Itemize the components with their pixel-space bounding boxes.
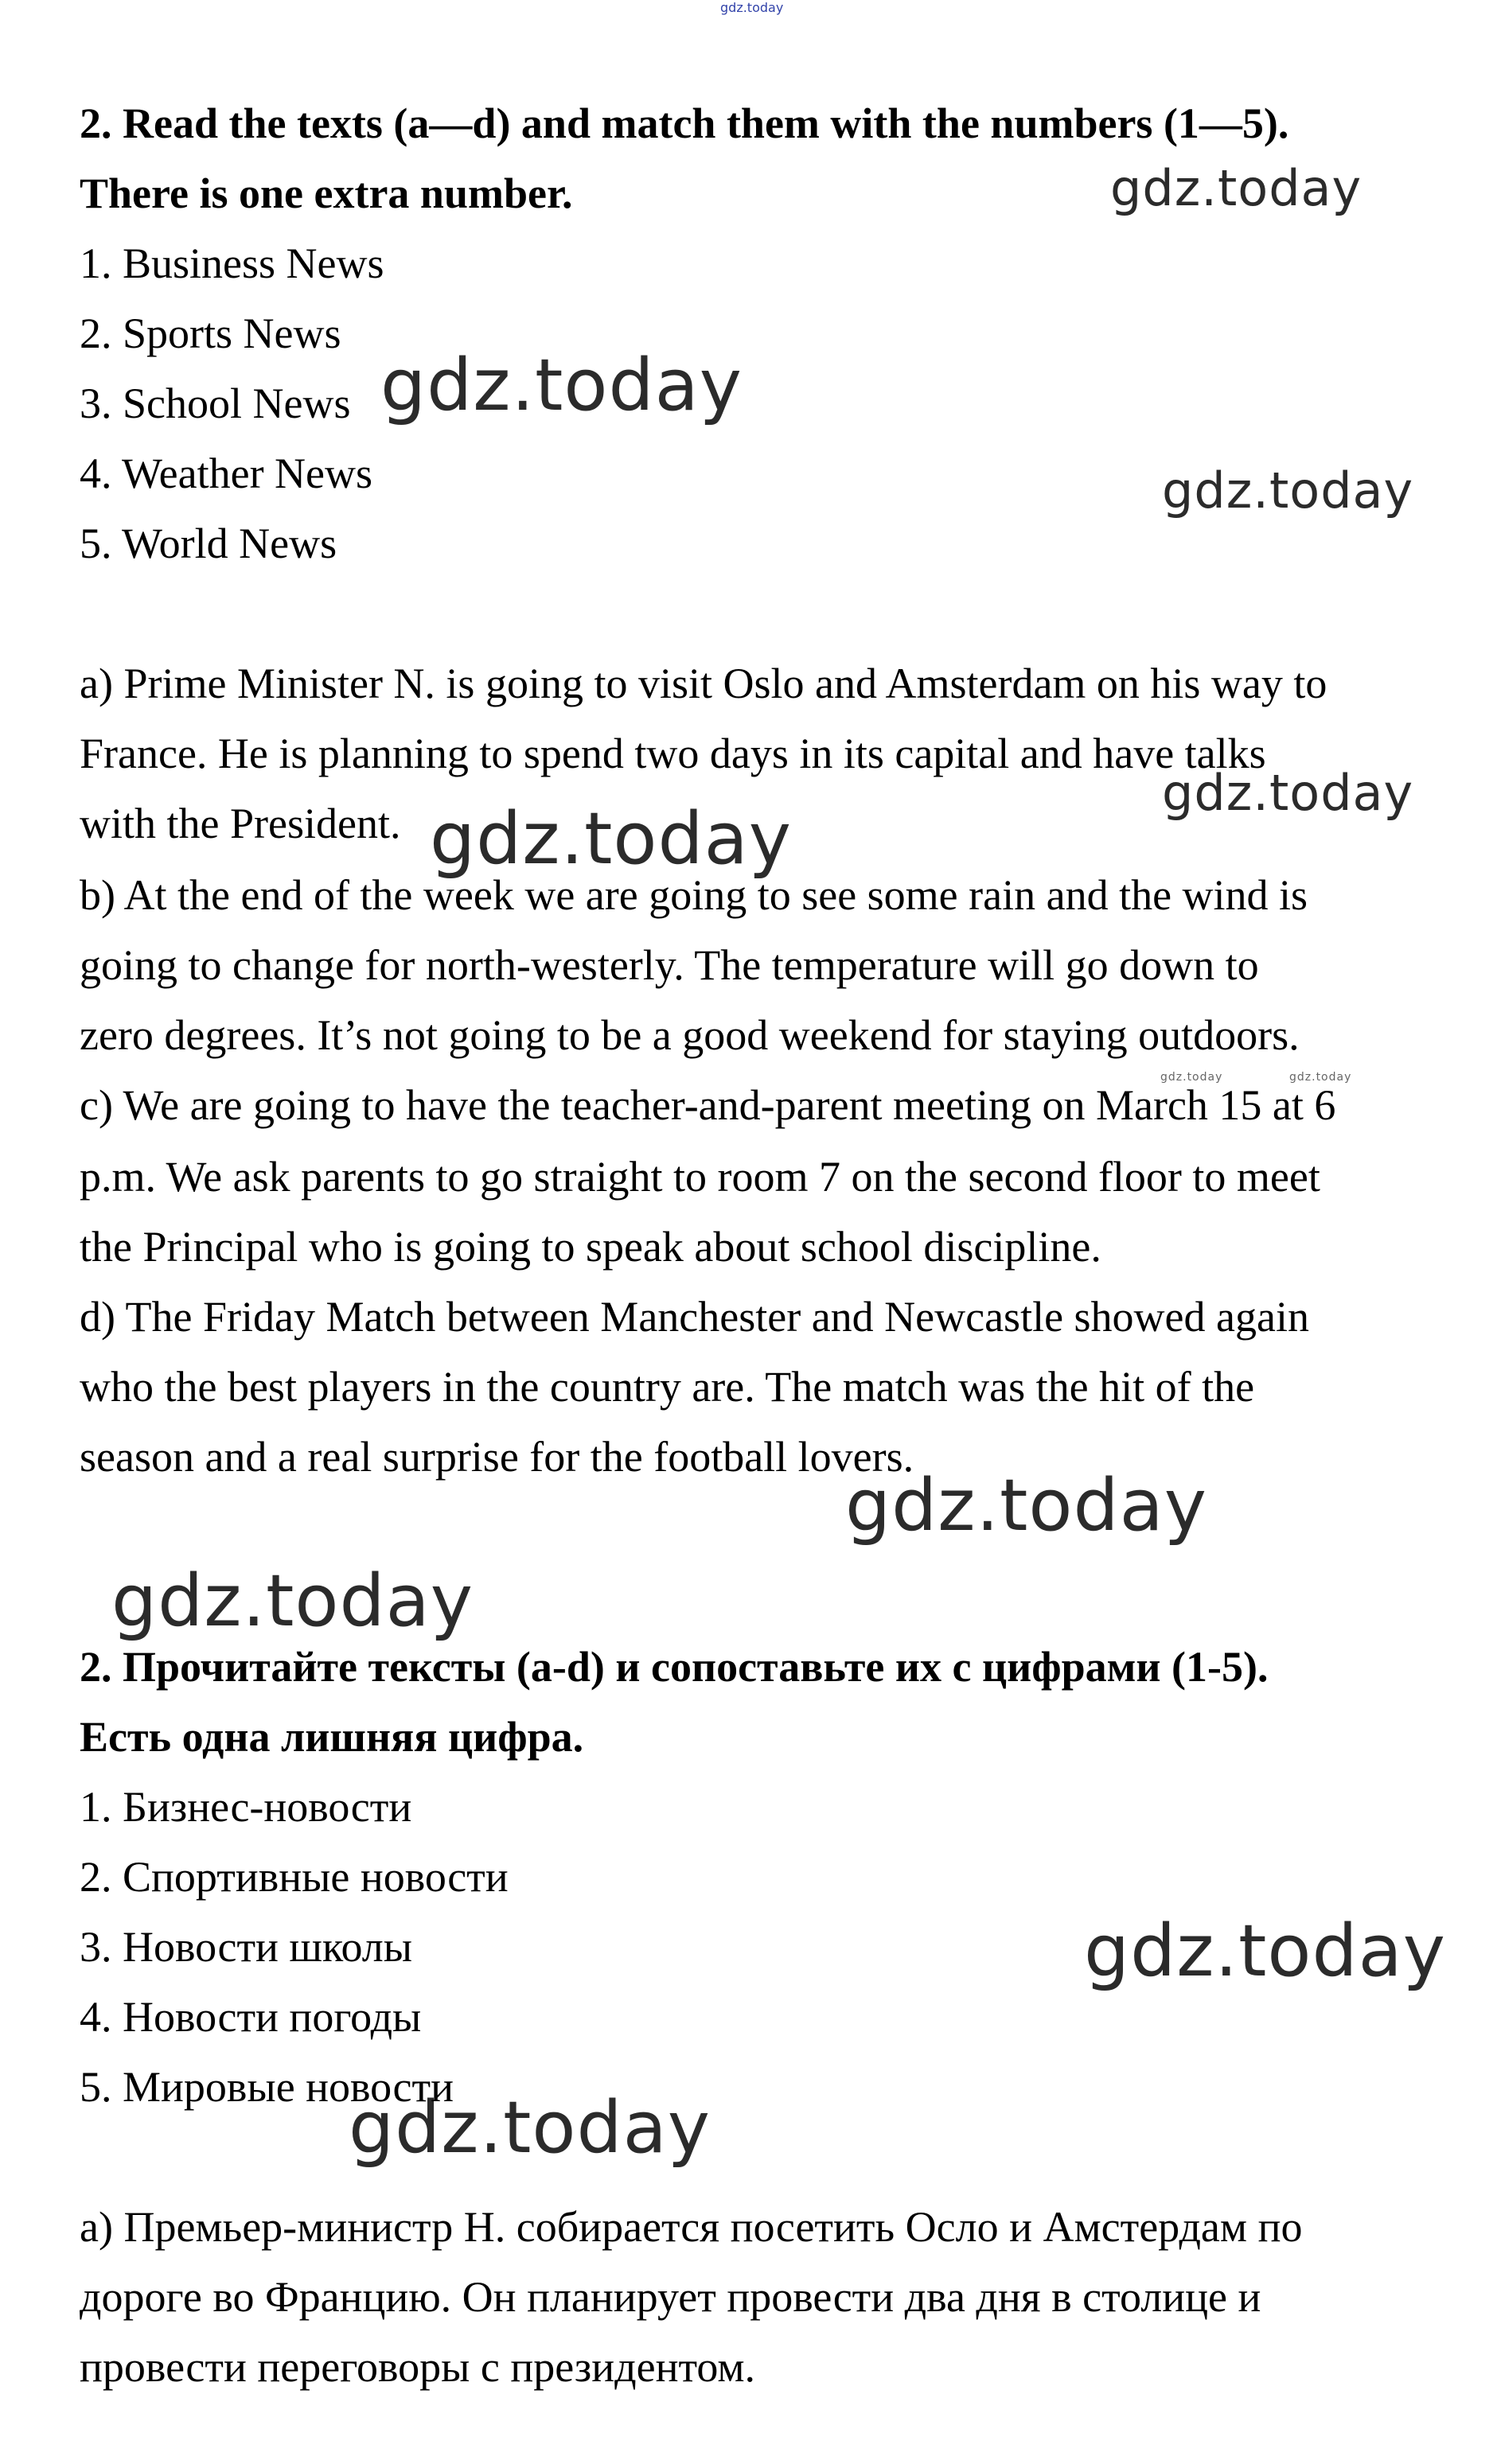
watermark: gdz.today [1162, 461, 1414, 520]
option-item-ru: 4. Новости погоды [80, 1993, 422, 2041]
text-line: d) The Friday Match between Manchester and Newcastle showed again [80, 1293, 1309, 1341]
text-line: with the President. [80, 800, 401, 847]
option-item-ru: 2. Спортивные новости [80, 1853, 509, 1901]
watermark-small: gdz.today [1160, 1071, 1223, 1084]
task-title: 2. Read the texts (a—d) and match them with the numbers (1—5). [80, 99, 1289, 147]
text-line-ru: провести переговоры с президентом. [80, 2343, 755, 2391]
text-line: going to change for north-westerly. The temperature will go down to [80, 941, 1259, 989]
text-line: zero degrees. It’s not going to be a good weekend for staying outdoors. [80, 1011, 1300, 1059]
watermark: gdz.today [430, 797, 793, 881]
watermark: gdz.today [349, 2086, 711, 2170]
option-item: 5. World News [80, 520, 337, 567]
watermark: gdz.today [1162, 764, 1414, 822]
watermark: gdz.today [111, 1559, 474, 1643]
text-line: who the best players in the country are. The match was the hit of the [80, 1363, 1255, 1411]
option-item: 1. Business News [80, 239, 384, 287]
task-title-ru: 2. Прочитайте тексты (a-d) и сопоставьте их с цифрами (1-5). [80, 1643, 1269, 1691]
text-line: a) Prime Minister N. is going to visit Oslo and Amsterdam on his way to [80, 660, 1327, 707]
option-item-ru: 1. Бизнес-новости [80, 1783, 412, 1831]
text-line: season and a real surprise for the football lovers. [80, 1433, 914, 1481]
text-line: p.m. We ask parents to go straight to room 7 on the second floor to meet [80, 1153, 1320, 1201]
text-line: France. He is planning to spend two days in its capital and have talks [80, 730, 1266, 777]
task-note: There is one extra number. [80, 169, 573, 217]
watermark: gdz.today [380, 344, 743, 427]
option-item: 3. School News [80, 380, 351, 427]
watermark-top: gdz.today [720, 0, 784, 15]
option-item-ru: 3. Новости школы [80, 1923, 413, 1971]
option-item: 4. Weather News [80, 450, 373, 497]
text-line-ru: дороге во Францию. Он планирует провести два дня в столице и [80, 2273, 1261, 2321]
text-line: b) At the end of the week we are going to see some rain and the wind is [80, 871, 1308, 919]
watermark: gdz.today [845, 1464, 1208, 1547]
option-item-ru: 5. Мировые новости [80, 2063, 454, 2111]
text-line-ru: a) Премьер-министр Н. собирается посетить Осло и Амстердам по [80, 2203, 1303, 2251]
text-line: the Principal who is going to speak about school discipline. [80, 1223, 1101, 1271]
option-item: 2. Sports News [80, 309, 341, 357]
watermark: gdz.today [1110, 159, 1363, 217]
watermark-small: gdz.today [1289, 1071, 1352, 1084]
watermark: gdz.today [1084, 1909, 1447, 1993]
task-note-ru: Есть одна лишняя цифра. [80, 1713, 584, 1761]
text-line: c) We are going to have the teacher-and-parent meeting on March 15 at 6 [80, 1081, 1336, 1129]
